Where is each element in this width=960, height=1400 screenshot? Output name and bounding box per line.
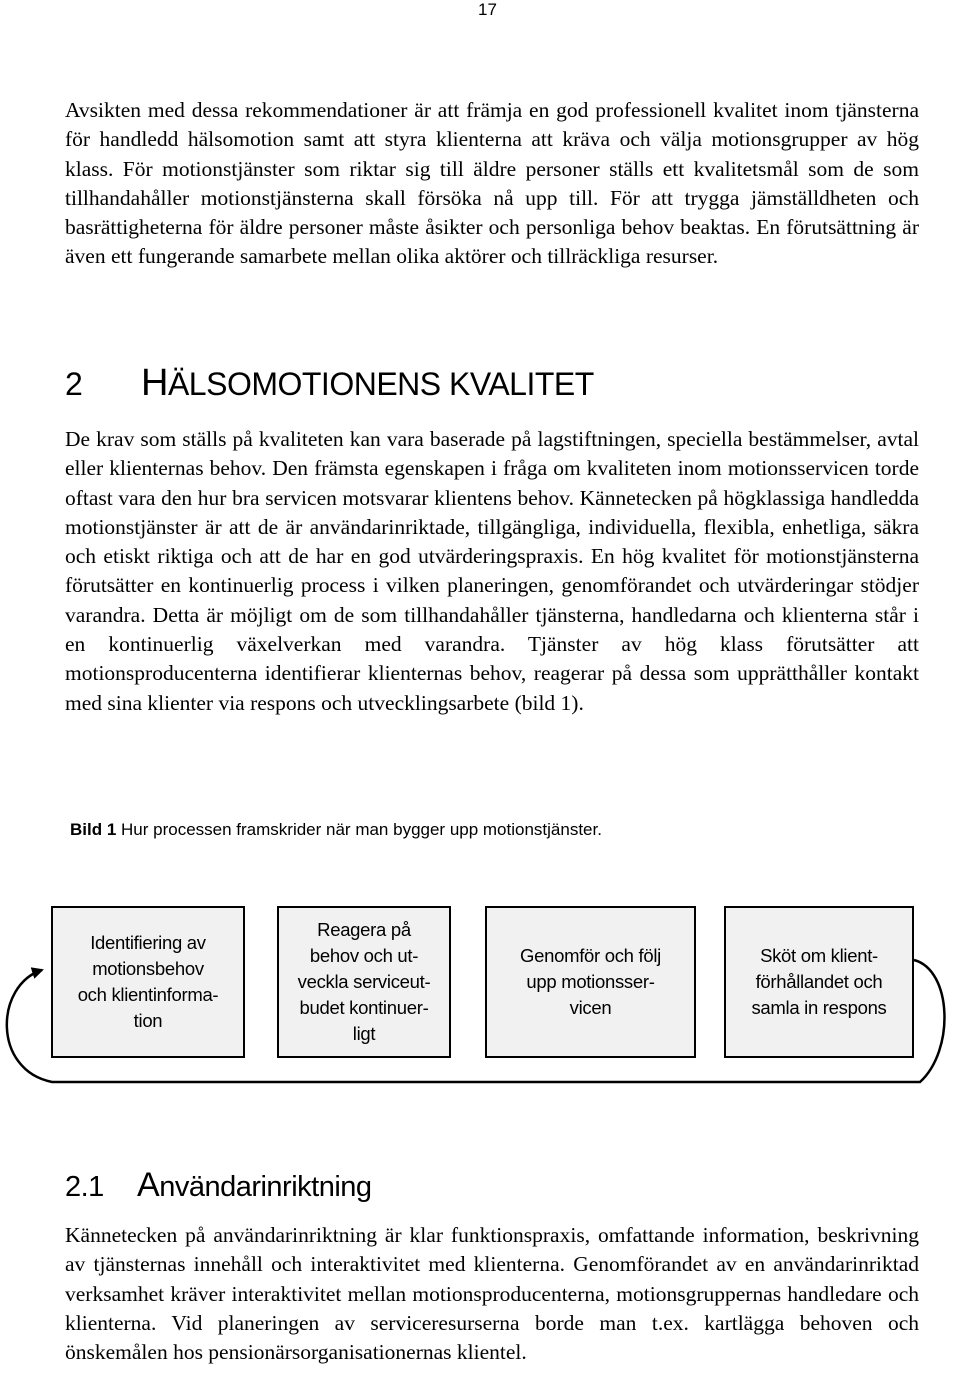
figure-caption — [70, 820, 602, 840]
process-step-develop — [277, 906, 451, 1058]
user-orientation-paragraph: Kännetecken på användarinriktning är klar funktionspraxis, omfattande information, beskrivning av tjänsternas innehåll och interaktivitet med klienterna. Genomförandet av en användarinriktad verksamhet kräver interaktivitet mellan motionsproducenterna, motionsgruppernas handledare och klienterna. Vid planeringen av serviceresurserna borde man t.ex. kartlägga behoven och önskemålen hos pensionärsorganisationernas klientel. — [65, 1223, 919, 1365]
process-step-label: Identifiering av motionsbehov och klientinforma- tion — [77, 932, 219, 1031]
section-title-initial: H — [141, 362, 168, 404]
process-step-label: Sköt om klient- förhållandet och samla in respons — [751, 945, 887, 1018]
section-number: 2 — [65, 366, 83, 402]
section-heading — [65, 362, 594, 405]
intro-paragraph: Avsikten med dessa rekommendationer är att främja en god professionell kvalitet inom tjänsterna för handledd hälsomotion samt att styra klienterna att kräva och välja motionsgrupper av hög klass. För motionstjänster som riktar sig till äldre personer ställs ett kvalitetsmål som de som tillhandahåller motionstjänsterna skall försöka nå upp till. För att trygga jämställdheten och basrättigheterna för äldre personer måste åsikter och personliga behov beaktas. En förutsättning är även ett fungerande samarbete mellan olika aktörer och tillräckliga resurser. — [65, 98, 919, 269]
figure-caption-text: Hur processen framskrider när man bygger upp motionstjänster. — [116, 820, 602, 839]
page-number: 17 — [478, 0, 497, 19]
process-step-label: Genomför och följ upp motionsser- vicen — [520, 945, 661, 1018]
subsection-title-initial: A — [137, 1166, 160, 1204]
section-title-rest: ÄLSOMOTIONENS KVALITET — [167, 366, 594, 402]
subsection-heading — [65, 1166, 372, 1205]
subsection-title-rest: nvändarinriktning — [159, 1171, 372, 1203]
subsection-number: 2.1 — [65, 1171, 104, 1203]
quality-paragraph: De krav som ställs på kvaliteten kan vara baserade på lagstiftningen, speciella bestämmelser, avtal eller klienternas behov. Den främsta egenskapen i fråga om kvaliteten inom motionsservicen torde oftast vara den hur bra servicen motsvarar klientens behov. Kännetecken på högklassiga handledda motionstjänster är att de är användarinriktade, tillgängliga, individuella, flexibla, enhetliga, säkra och etiskt riktiga och att de har en god utvärderingspraxis. En hög kvalitet för motionstjänsterna förutsätter en kontinuerlig process i vilken planeringen, genomförandet och utvärderingar stödjer varandra. Detta är möjligt om de som tillhandahåller tjänsterna, handledarna och klienterna står i en kontinuerlig växelverkan med varandra. Tjänster av hög klass förutsätter att motionsproducenterna identifierar klienternas behov, reagerar på dessa som upprätthåller kontakt med sina klienter via respons och utvecklingsarbete (bild 1). — [65, 427, 919, 715]
process-step-identify — [51, 906, 245, 1058]
process-step-label: Reagera på behov och ut- veckla serviceut- budet kontinuer- ligt — [297, 919, 431, 1044]
figure-label: Bild 1 — [70, 820, 117, 839]
process-step-implement — [485, 906, 696, 1058]
process-step-client-relations — [724, 906, 914, 1058]
